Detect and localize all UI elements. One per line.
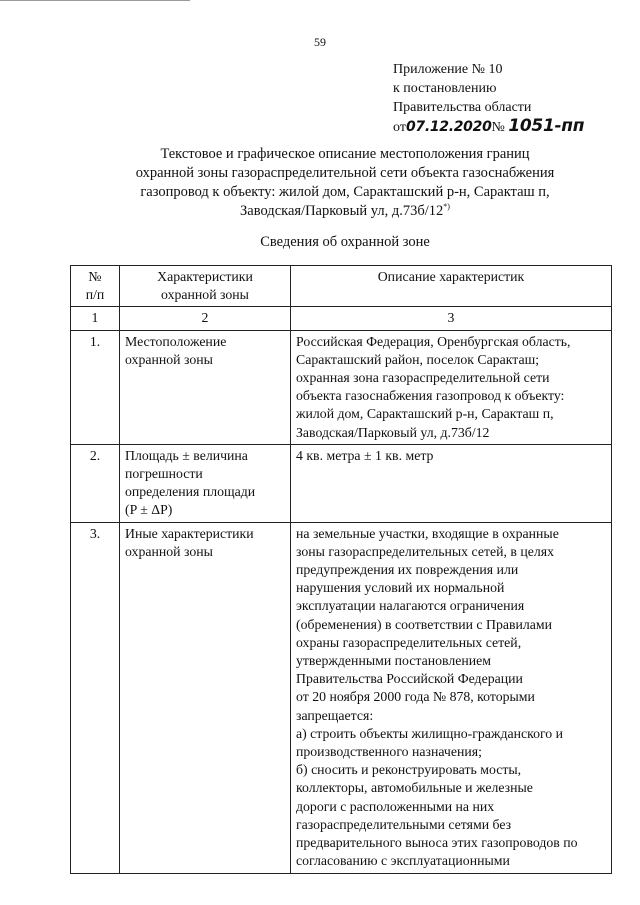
row-number: 1. — [71, 330, 120, 444]
number-sign: № — [491, 120, 505, 135]
title-line-1: Текстовое и графическое описание местоположения границ — [160, 146, 530, 162]
table-row — [71, 522, 612, 873]
numbering-cell-1: 1 — [71, 307, 120, 330]
handwritten-number: 1051-пп — [508, 116, 585, 136]
footnote-mark: *) — [443, 202, 450, 212]
row-characteristic: Местоположение охранной зоны — [120, 330, 291, 444]
title-line-4-text: Заводская/Парковый ул, д.73б/12 — [240, 203, 444, 219]
section-subtitle: Сведения об охранной зоне — [260, 234, 430, 250]
table-row — [71, 444, 612, 522]
appendix-line-3: Правительства области — [393, 100, 532, 115]
table-header-row — [71, 266, 612, 307]
row-number: 3. — [71, 522, 120, 873]
table-row — [71, 330, 612, 444]
header-number: № п/п — [71, 266, 120, 307]
page-number: 59 — [314, 35, 326, 49]
appendix-block — [393, 60, 584, 137]
row-description: на земельные участки, входящие в охранные зоны газораспределительных сетей, в целях предупреждения их повреждения или нарушения условий их нормальной эксплуатации налагаются ограничения (обременения) в соответствии с Правилами охраны газораспределительных сетей, утвержденными постановлением Правительства Российской Федерации от 20 ноября 2000 года № 878, которыми запрещается: а) строить объекты жилищно-гражданского и производственного назначения; б) сносить и реконструировать мосты, коллекторы, автомобильные и железные дороги с расположенными на них газораспределительными сетями без предварительного выноса этих газопроводов по согласованию с эксплуатационными — [291, 522, 612, 873]
row-number: 2. — [71, 444, 120, 522]
header-characteristics: Характеристики охранной зоны — [120, 266, 291, 307]
handwritten-date: 07.12.2020 — [405, 119, 492, 135]
appendix-date-line — [393, 117, 584, 137]
title-line-4 — [100, 202, 590, 221]
title-line-3: газопровод к объекту: жилой дом, Саракташский р-н, Саракташ п, — [140, 184, 550, 200]
header-description: Описание характеристик — [291, 266, 612, 307]
row-characteristic: Иные характеристики охранной зоны — [120, 522, 291, 873]
numbering-cell-3: 3 — [291, 307, 612, 330]
date-prefix: от — [393, 120, 406, 135]
row-description: 4 кв. метра ± 1 кв. метр — [291, 444, 612, 522]
numbering-cell-2: 2 — [120, 307, 291, 330]
row-characteristic: Площадь ± величина погрешности определения площади (P ± ΔP) — [120, 444, 291, 522]
title-line-2: охранной зоны газораспределительной сети объекта газоснабжения — [135, 165, 555, 181]
table-numbering-row — [71, 307, 612, 330]
zone-info-table — [70, 265, 612, 874]
row-description: Российская Федерация, Оренбургская область, Саракташский район, поселок Саракташ; охранная зона газораспределительной сети объекта газоснабжения газопровод к объекту: жилой дом, Саракташский р-н, Саракташ п, Заводская/Парковый ул, д.73б/12 — [291, 330, 612, 444]
document-title — [100, 145, 590, 221]
appendix-line-1: Приложение № 10 — [393, 62, 503, 77]
top-rule — [0, 0, 190, 1]
appendix-line-2: к постановлению — [393, 81, 497, 96]
